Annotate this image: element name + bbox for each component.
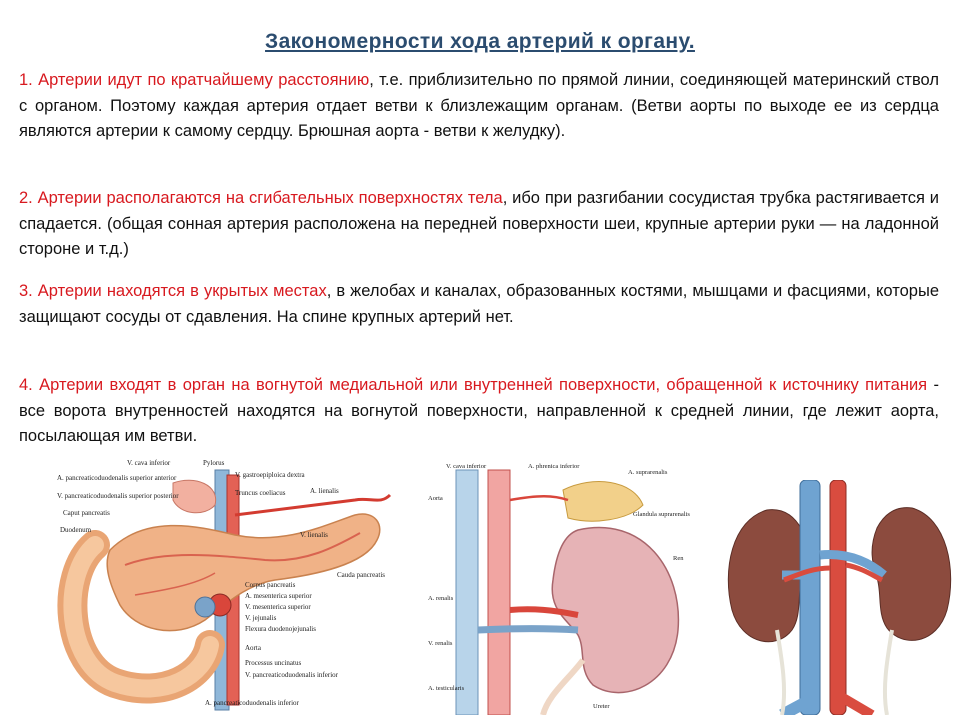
- label-k3: Aorta: [428, 495, 443, 502]
- rule-1: [19, 68, 939, 145]
- label-vpdsp: V. pancreaticoduodenalis superior posterior: [57, 492, 179, 500]
- rule-3-highlight: 3. Артерии находятся в укрытых местах: [19, 282, 327, 300]
- label-apdi: A. pancreaticoduodenalis inferior: [205, 699, 299, 707]
- label-k8: Ren: [673, 555, 684, 562]
- label-k1: V. cava inferior: [446, 463, 487, 470]
- rule-4-text: - все ворота внутренностей находятся на вогнутой поверхности, направленной к средней линии, где лежит аорта, посылающая им ветви.: [19, 376, 939, 446]
- label-vpdi: V. pancreaticoduodenalis inferior: [245, 671, 338, 679]
- rule-3: [19, 279, 939, 330]
- label-k7: V. renalis: [428, 640, 453, 647]
- rule-4: [19, 373, 939, 450]
- label-k5: Glandula suprarenalis: [633, 511, 690, 518]
- label-duodenum: Duodenum: [60, 526, 92, 534]
- aorta-shape: [488, 470, 510, 715]
- label-k6: A. renalis: [428, 595, 454, 602]
- label-processus: Processus uncinatus: [245, 659, 302, 667]
- label-vms: V. mesenterica superior: [245, 603, 311, 611]
- rule-2: [19, 186, 939, 263]
- label-flexura: Flexura duodenojejunalis: [245, 625, 316, 633]
- kidney-shape: [552, 528, 678, 693]
- rule-2-highlight: 2. Артерии располагаются на сгибательных поверхностях тела: [19, 189, 503, 207]
- rule-2-text: , ибо при разгибании сосудистая трубка растягивается и спадается. (общая сонная артерия расположена на передней поверхности шеи, крупные артерии руки — на ладонной стороне и т.д.): [19, 189, 939, 259]
- kidneys-illustration: [722, 480, 957, 715]
- page-title: Закономерности хода артерий к органу.: [265, 30, 695, 53]
- label-corpus: Corpus pancreatis: [245, 581, 296, 589]
- aorta-shape: [830, 480, 846, 715]
- label-k4: A. suprarenalis: [628, 469, 668, 476]
- label-alienalis: A. lienalis: [310, 487, 339, 495]
- label-vj: V. jejunalis: [245, 614, 277, 622]
- label-aorta: Aorta: [245, 644, 261, 652]
- rule-1-text: , т.е. приблизительно по прямой линии, соединяющей материнский ствол с органом. Поэтому каждая артерия отдает ветви к близлежащим органам. (Ветви аорты по выходе ее из сердца являются артерии к самому сердцу. Брюшная аорта - ветви к желудку).: [19, 71, 939, 141]
- label-caput: Caput pancreatis: [63, 509, 110, 517]
- label-cauda: Cauda pancreatis: [337, 571, 386, 579]
- label-k10: A. testicularis: [428, 685, 465, 692]
- label-vlienalis: V. lienalis: [300, 531, 328, 539]
- vena-cava-shape: [800, 480, 820, 715]
- label-k9: Ureter: [593, 703, 610, 710]
- label-truncus: Truncus coeliacus: [235, 489, 286, 497]
- rule-4-highlight: 4. Артерии входят в орган на вогнутой медиальной или внутренней поверхности, обращенной к источнику питания: [19, 376, 928, 394]
- rule-3-text: , в желобах и каналах, образованных костями, мышцами и фасциями, которые защищают сосуды от сдавления. На спине крупных артерий нет.: [19, 282, 940, 326]
- label-vcava: V. cava inferior: [127, 459, 171, 467]
- label-k2: A. phrenica inferior: [528, 463, 580, 470]
- label-pdsa: A. pancreaticoduodenalis superior anterior: [57, 474, 177, 482]
- label-ams: A. mesenterica superior: [245, 592, 312, 600]
- adrenal-shape: [563, 482, 643, 522]
- rule-1-highlight: 1. Артерии идут по кратчайшему расстоянию: [19, 71, 370, 89]
- label-pylorus: Pylorus: [203, 459, 225, 467]
- label-vgastro: V. gastroepiploica dextra: [235, 471, 305, 479]
- kidney-adrenal-illustration: [428, 460, 698, 715]
- pancreas-illustration: [55, 455, 400, 717]
- vena-cava-shape: [456, 470, 478, 715]
